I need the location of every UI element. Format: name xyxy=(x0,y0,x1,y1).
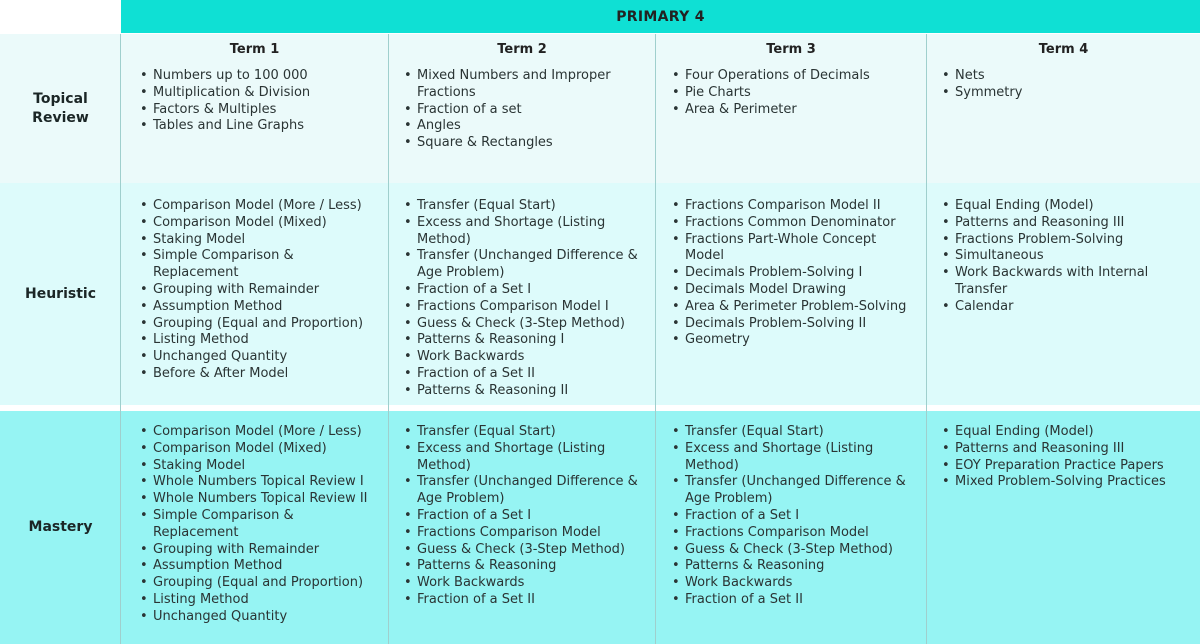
list-item: • Transfer (Equal Start) xyxy=(402,424,647,441)
list-item: • Fractions Common Denominator xyxy=(670,215,918,232)
list-item: • Factors & Multiples xyxy=(138,102,378,119)
list-item: • Patterns & Reasoning xyxy=(670,558,918,575)
list-item: • Decimals Problem-Solving II xyxy=(670,316,918,333)
grade-title: PRIMARY 4 xyxy=(616,8,705,25)
list-item: • Equal Ending (Model) xyxy=(940,198,1175,215)
list-item: • Grouping (Equal and Proportion) xyxy=(138,316,378,333)
list-item: • Grouping with Remainder xyxy=(138,282,378,299)
list-item: • Comparison Model (More / Less) xyxy=(138,198,378,215)
list-item: • Simultaneous xyxy=(940,248,1175,265)
list-item: • Staking Model xyxy=(138,458,378,475)
list-item: • Fractions Comparison Model I xyxy=(402,299,647,316)
list-item: • Unchanged Quantity xyxy=(138,349,378,366)
list-item: • Listing Method xyxy=(138,332,378,349)
list-item: • Mixed Numbers and Improper Fractions xyxy=(402,68,647,102)
grade-banner xyxy=(121,0,1200,33)
list-item: • Area & Perimeter xyxy=(670,102,918,119)
list-item: • Nets xyxy=(940,68,1190,85)
list-item: • Numbers up to 100 000 xyxy=(138,68,378,85)
list-item: • Whole Numbers Topical Review I xyxy=(138,474,378,491)
list-item: • Grouping (Equal and Proportion) xyxy=(138,575,378,592)
list-item: • Comparison Model (More / Less) xyxy=(138,424,378,441)
list-item: • Fraction of a Set II xyxy=(402,366,647,383)
term-header-1: Term 1 xyxy=(229,42,280,57)
row-label-heuristic: Heuristic xyxy=(24,285,96,302)
list-item: • Guess & Check (3-Step Method) xyxy=(402,542,647,559)
list-item: • Listing Method xyxy=(138,592,378,609)
list-item: • Area & Perimeter Problem-Solving xyxy=(670,299,918,316)
list-item: • Excess and Shortage (Listing Method) xyxy=(670,441,918,475)
list-item: • Decimals Problem-Solving I xyxy=(670,265,918,282)
list-item: • Guess & Check (3-Step Method) xyxy=(402,316,647,333)
row-label-topical-review: Topical Review xyxy=(32,90,89,126)
cell-topical-term1 xyxy=(138,68,378,135)
list-item: • Fractions Comparison Model xyxy=(670,525,918,542)
list-item: • Assumption Method xyxy=(138,558,378,575)
list-item: • Fraction of a Set I xyxy=(670,508,918,525)
cell-topical-term4 xyxy=(940,68,1190,102)
list-item: • Angles xyxy=(402,118,647,135)
list-item: • Staking Model xyxy=(138,232,378,249)
column-divider xyxy=(388,34,389,644)
list-item: • Work Backwards xyxy=(670,575,918,592)
row-label-mastery: Mastery xyxy=(28,519,93,535)
list-item: • Simple Comparison & Replacement xyxy=(138,508,378,542)
list-item: • Fractions Comparison Model xyxy=(402,525,647,542)
list-item: • Simple Comparison & Replacement xyxy=(138,248,378,282)
cell-heuristic-term1 xyxy=(138,198,378,383)
list-item: • Fraction of a Set II xyxy=(402,592,647,609)
list-item: • Patterns and Reasoning III xyxy=(940,215,1175,232)
list-item: • Patterns & Reasoning xyxy=(402,558,647,575)
list-item: • Comparison Model (Mixed) xyxy=(138,441,378,458)
list-item: • Transfer (Equal Start) xyxy=(402,198,647,215)
list-item: • Tables and Line Graphs xyxy=(138,118,378,135)
list-item: • Excess and Shortage (Listing Method) xyxy=(402,441,647,475)
list-item: • Grouping with Remainder xyxy=(138,542,378,559)
list-item: • Multiplication & Division xyxy=(138,85,378,102)
list-item: • Geometry xyxy=(670,332,918,349)
list-item: • Symmetry xyxy=(940,85,1190,102)
cell-heuristic-term4 xyxy=(940,198,1175,316)
list-item: • Patterns & Reasoning I xyxy=(402,332,647,349)
list-item: • Fractions Part-Whole Concept Model xyxy=(670,232,918,266)
column-divider xyxy=(926,34,927,644)
list-item: • Whole Numbers Topical Review II xyxy=(138,491,378,508)
list-item: • Work Backwards with Internal Transfer xyxy=(940,265,1175,299)
cell-mastery-term3 xyxy=(670,424,918,609)
list-item: • Pie Charts xyxy=(670,85,918,102)
cell-mastery-term1 xyxy=(138,424,378,626)
list-item: • Excess and Shortage (Listing Method) xyxy=(402,215,647,249)
list-item: • Equal Ending (Model) xyxy=(940,424,1190,441)
list-item: • Transfer (Unchanged Difference & Age Problem) xyxy=(402,248,647,282)
list-item: • Assumption Method xyxy=(138,299,378,316)
list-item: • Unchanged Quantity xyxy=(138,609,378,626)
list-item: • Fraction of a set xyxy=(402,102,647,119)
list-item: • Fraction of a Set I xyxy=(402,282,647,299)
list-item: • Transfer (Unchanged Difference & Age Problem) xyxy=(402,474,647,508)
list-item: • EOY Preparation Practice Papers xyxy=(940,458,1190,475)
cell-heuristic-term3 xyxy=(670,198,918,349)
cell-mastery-term2 xyxy=(402,424,647,609)
cell-topical-term2 xyxy=(402,68,647,152)
term-header-3: Term 3 xyxy=(766,42,816,57)
list-item: • Work Backwards xyxy=(402,575,647,592)
cell-heuristic-term2 xyxy=(402,198,647,400)
list-item: • Four Operations of Decimals xyxy=(670,68,918,85)
list-item: • Decimals Model Drawing xyxy=(670,282,918,299)
list-item: • Fractions Problem-Solving xyxy=(940,232,1175,249)
column-divider xyxy=(655,34,656,644)
list-item: • Fraction of a Set II xyxy=(670,592,918,609)
list-item: • Mixed Problem-Solving Practices xyxy=(940,474,1190,491)
list-item: • Transfer (Equal Start) xyxy=(670,424,918,441)
list-item: • Fraction of a Set I xyxy=(402,508,647,525)
list-item: • Guess & Check (3-Step Method) xyxy=(670,542,918,559)
list-item: • Square & Rectangles xyxy=(402,135,647,152)
list-item: • Calendar xyxy=(940,299,1175,316)
cell-topical-term3 xyxy=(670,68,918,118)
term-header-4: Term 4 xyxy=(1038,42,1089,57)
list-item: • Comparison Model (Mixed) xyxy=(138,215,378,232)
list-item: • Work Backwards xyxy=(402,349,647,366)
cell-mastery-term4 xyxy=(940,424,1190,491)
list-item: • Fractions Comparison Model II xyxy=(670,198,918,215)
list-item: • Patterns & Reasoning II xyxy=(402,383,647,400)
term-header-2: Term 2 xyxy=(497,42,547,57)
list-item: • Transfer (Unchanged Difference & Age Problem) xyxy=(670,474,918,508)
list-item: • Before & After Model xyxy=(138,366,378,383)
list-item: • Patterns and Reasoning III xyxy=(940,441,1190,458)
